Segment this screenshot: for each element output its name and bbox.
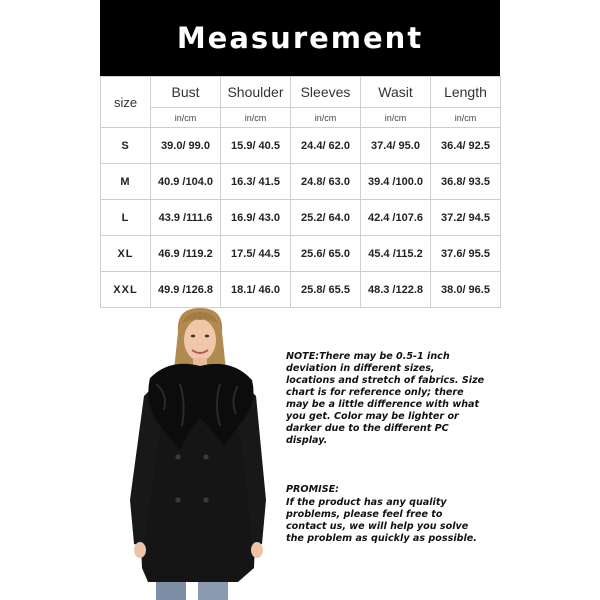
column-header-length: Length <box>431 77 501 108</box>
model-face <box>184 319 216 361</box>
unit-label: in/cm <box>361 108 431 128</box>
size-chart-table <box>100 76 501 308</box>
column-header-shoulder: Shoulder <box>221 77 291 108</box>
table-cell: 48.3 /122.8 <box>361 272 431 308</box>
title-banner <box>100 0 500 76</box>
table-cell: 36.4/ 92.5 <box>431 128 501 164</box>
table-cell: 37.4/ 95.0 <box>361 128 431 164</box>
column-header-sleeves: Sleeves <box>291 77 361 108</box>
table-row <box>101 164 501 200</box>
table-cell: 45.4 /115.2 <box>361 236 431 272</box>
table-cell: 24.8/ 63.0 <box>291 164 361 200</box>
table-cell: 16.3/ 41.5 <box>221 164 291 200</box>
unit-label: in/cm <box>431 108 501 128</box>
column-header-bust: Bust <box>151 77 221 108</box>
size-label: L <box>101 200 151 236</box>
table-cell: 15.9/ 40.5 <box>221 128 291 164</box>
table-cell: 42.4 /107.6 <box>361 200 431 236</box>
table-cell: 49.9 /126.8 <box>151 272 221 308</box>
unit-label: in/cm <box>221 108 291 128</box>
model-photo <box>120 300 280 600</box>
table-cell: 18.1/ 46.0 <box>221 272 291 308</box>
table-row <box>101 236 501 272</box>
table-cell: 38.0/ 96.5 <box>431 272 501 308</box>
page-title: Measurement <box>176 21 424 55</box>
table-row <box>101 128 501 164</box>
size-label: XL <box>101 236 151 272</box>
table-cell: 24.4/ 62.0 <box>291 128 361 164</box>
table-cell: 37.6/ 95.5 <box>431 236 501 272</box>
size-label: M <box>101 164 151 200</box>
table-cell: 40.9 /104.0 <box>151 164 221 200</box>
column-header-waist: Wasit <box>361 77 431 108</box>
table-cell: 25.8/ 65.5 <box>291 272 361 308</box>
unit-row <box>101 108 501 128</box>
promise-title: PROMISE: <box>286 484 339 495</box>
table-cell: 39.4 /100.0 <box>361 164 431 200</box>
unit-label: in/cm <box>291 108 361 128</box>
unit-label: in/cm <box>151 108 221 128</box>
note-text: NOTE:There may be 0.5-1 inch deviation in different sizes, locations and stretch of fabrics. Size chart is for reference only; there may be a little difference with what you get. Color may be lighter or darker due to the different PC display. <box>286 351 485 446</box>
header-row <box>101 77 501 108</box>
table-row <box>101 200 501 236</box>
table-cell: 25.2/ 64.0 <box>291 200 361 236</box>
table-cell: 25.6/ 65.0 <box>291 236 361 272</box>
table-cell: 37.2/ 94.5 <box>431 200 501 236</box>
table-cell: 46.9 /119.2 <box>151 236 221 272</box>
table-cell: 39.0/ 99.0 <box>151 128 221 164</box>
size-label: XXL <box>101 272 151 308</box>
promise-section <box>286 484 486 545</box>
promise-text: If the product has any quality problems, please feel free to contact us, we will help you solve the problem as quickly as possible. <box>286 497 477 544</box>
table-cell: 43.9 /111.6 <box>151 200 221 236</box>
size-label: S <box>101 128 151 164</box>
table-cell: 36.8/ 93.5 <box>431 164 501 200</box>
size-header: size <box>101 77 151 128</box>
table-cell: 17.5/ 44.5 <box>221 236 291 272</box>
table-cell: 16.9/ 43.0 <box>221 200 291 236</box>
